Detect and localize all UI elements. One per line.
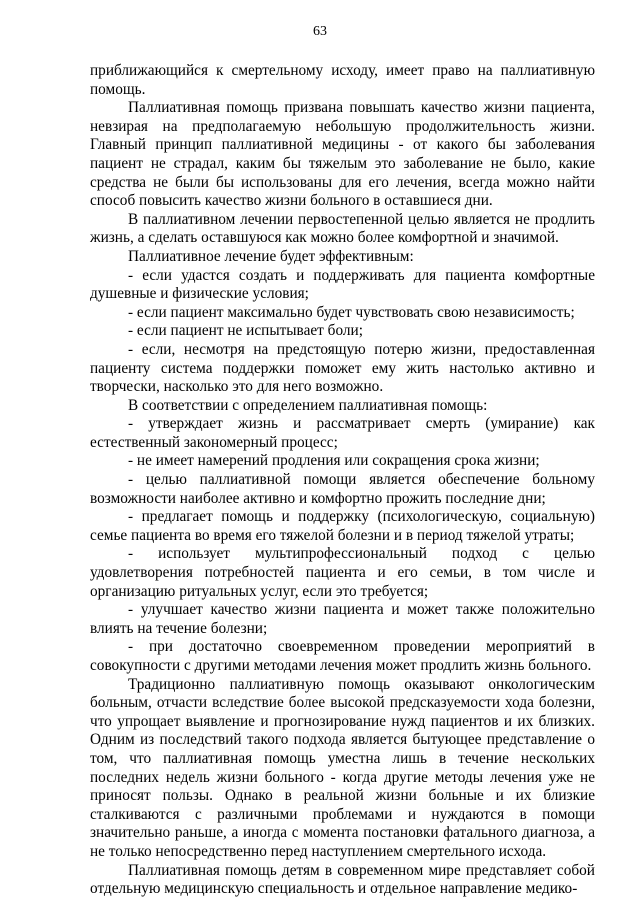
list-item: - утверждает жизнь и рассматривает смерть (умирание) как естественный закономерный процесс; xyxy=(90,415,595,451)
paragraph-goal: В паллиативном лечении первостепенной целью является не продлить жизнь, а сделать оставшуюся как можно более комфортной и значимой. xyxy=(90,210,595,247)
list-item: - если пациент максимально будет чувствовать свою независимость; xyxy=(128,303,575,321)
body-text xyxy=(90,62,595,899)
page-number: 63 xyxy=(313,24,327,39)
paragraph-purpose: Паллиативная помощь призвана повышать качество жизни пациента, невзирая на предполагаемую небольшую продолжительность жизни. Главный принцип паллиативной медицины - от какого бы заболевания пациент не страдал, каким бы тяжелым это заболевание не было, какие средства не были бы использованы для его лечения, всегда можно найти способ повысить качество жизни больного в оставшиеся дни. xyxy=(90,99,595,210)
paragraph-continuation: приближающийся к смертельному исходу, имеет право на паллиативную помощь. xyxy=(90,62,595,98)
paragraph-definition-intro: В соответствии с определением паллиативная помощь: xyxy=(128,396,488,414)
paragraph-oncology: Традиционно паллиативную помощь оказывают онкологическим больным, отчасти вследствие более высокой предсказуемости хода болезни, что упрощает выявление и прогнозирование нужд пациентов и их близких. Одним из последствий такого подхода является бытующее представление о том, что паллиативная помощь уместна лишь в течение нескольких последних недель жизни больного - когда другие методы лечения уже не приносят пользы. Однако в реальной жизни больные и их близкие сталкиваются с различными проблемами и нуждаются в помощи значительно раньше, а иногда с момента постановки фатального диагноза, а не только непосредственно перед наступлением смертельного исхода. xyxy=(90,675,595,860)
paragraph-effective-intro: Паллиативное лечение будет эффективным: xyxy=(128,247,414,265)
paragraph-children: Паллиативная помощь детям в современном мире представляет собой отдельную медицинскую специальность и отдельное направление медико- xyxy=(90,861,595,898)
list-item: - улучшает качество жизни пациента и может также положительно влиять на течение болезни; xyxy=(90,601,595,637)
list-item: - если удастся создать и поддерживать для пациента комфортные душевные и физические условия; xyxy=(90,266,595,303)
list-item: - предлагает помощь и поддержку (психологическую, социальную) семье пациента во время его тяжелой болезни и в период тяжелой утраты; xyxy=(90,508,595,544)
list-item: - использует мультипрофессиональный подход с целью удовлетворения потребностей пациента и его семьи, в том числе и организацию ритуальных услуг, если это требуется; xyxy=(90,545,595,600)
list-item: - если, несмотря на предстоящую потерю жизни, предоставленная пациенту система поддержки поможет ему жить настолько активно и творчески, насколько это для него возможно. xyxy=(90,340,595,396)
list-item: - при достаточно своевременном проведении мероприятий в совокупности с другими методами лечения может продлить жизнь больного. xyxy=(90,638,595,674)
list-item: - если пациент не испытывает боли; xyxy=(128,322,363,340)
list-item: - целью паллиативной помощи является обеспечение больному возможности наиболее активно и комфортно прожить последние дни; xyxy=(90,471,595,507)
list-item: - не имеет намерений продления или сокращения срока жизни; xyxy=(128,452,540,470)
